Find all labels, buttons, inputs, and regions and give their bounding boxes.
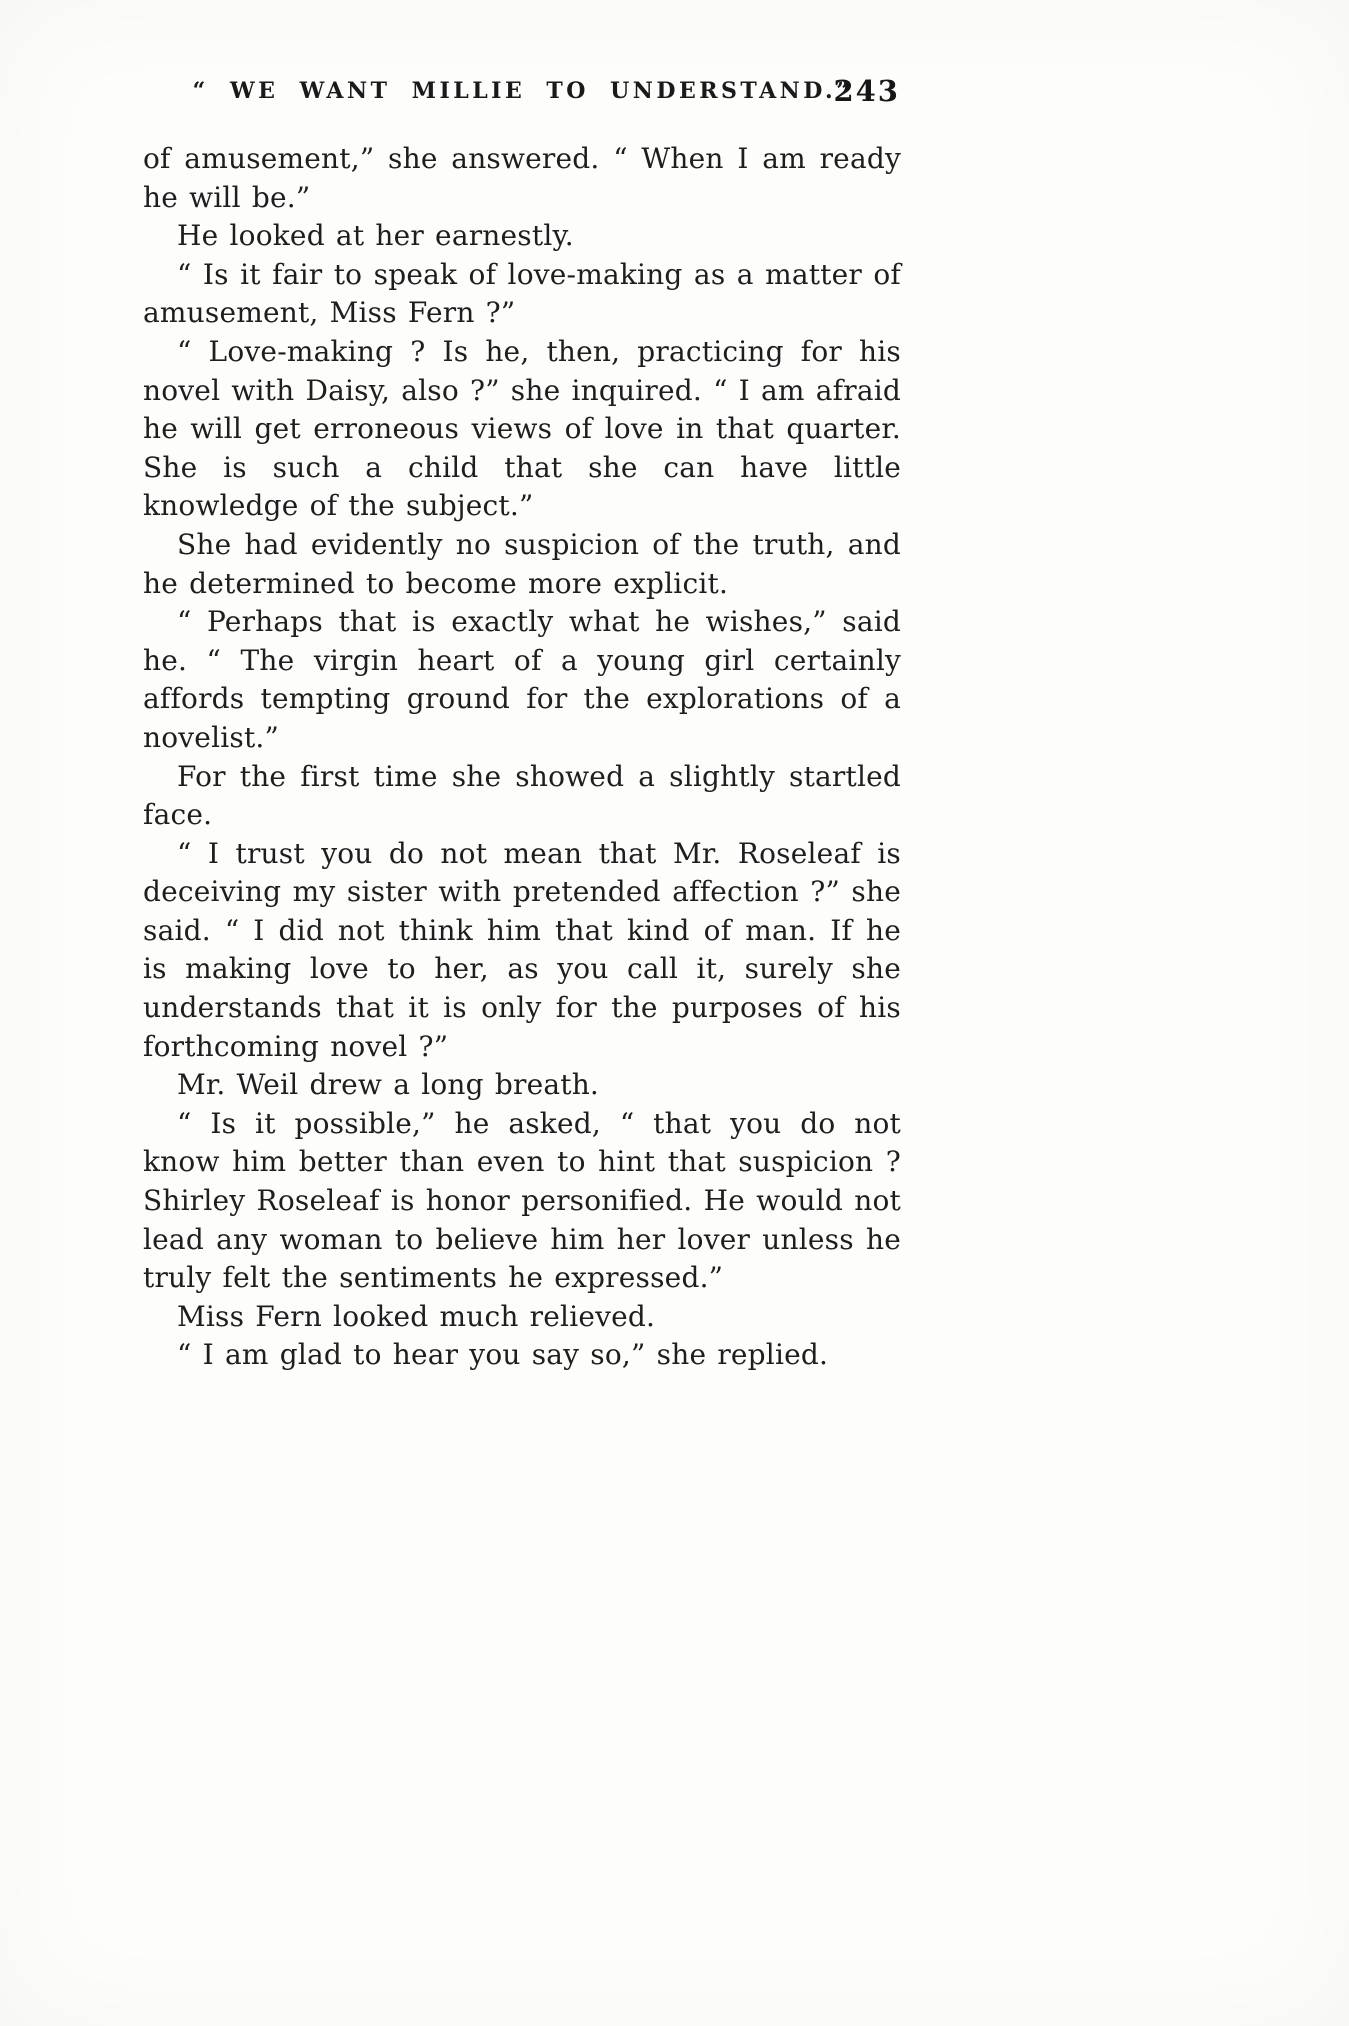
page-header [145, 74, 900, 118]
paragraph: “ Is it possible,” he asked, “ that you do not know him better than even to hint that suspicion ? Shirley Roseleaf is honor personified. He would not lead any woman to believe him her lover unless he truly felt the sentiments he expressed.” [143, 1106, 901, 1295]
paragraph: “ Is it fair to speak of love-making as a matter of amusement, Miss Fern ?” [143, 257, 901, 330]
page-number: 243 [833, 74, 900, 108]
paragraph: Mr. Weil drew a long breath. [177, 1068, 600, 1102]
paragraph: “ I trust you do not mean that Mr. Roseleaf is deceiving my sister with pretended affection ?” she said. “ I did not think him that kind of man. If he is making love to her, as you call it, surely she understands that it is only for the purposes of his forthcoming novel ?” [143, 836, 901, 1063]
paragraph: “ Perhaps that is exactly what he wishes,” said he. “ The virgin heart of a young girl certainly affords tempting ground for the explorations of a novelist.” [143, 605, 901, 754]
paragraph: “ Love-making ? Is he, then, practicing for his novel with Daisy, also ?” she inquired. “ I am afraid he will get erroneous views of love in that quarter. She is such a child that she can have little knowledge of the subject.” [143, 334, 901, 523]
running-title: “ WE WANT MILLIE TO UNDERSTAND.” [192, 78, 853, 104]
paragraph: He looked at her earnestly. [177, 219, 574, 253]
paragraph: She had evidently no suspicion of the truth, and he determined to become more explicit. [143, 527, 901, 600]
paragraph: “ I am glad to hear you say so,” she replied. [177, 1338, 829, 1372]
paragraph: Miss Fern looked much relieved. [177, 1299, 656, 1333]
page-body [143, 140, 901, 1375]
paragraph: For the first time she showed a slightly startled face. [143, 759, 901, 832]
paragraph: of amusement,” she answered. “ When I am ready he will be.” [143, 142, 901, 214]
